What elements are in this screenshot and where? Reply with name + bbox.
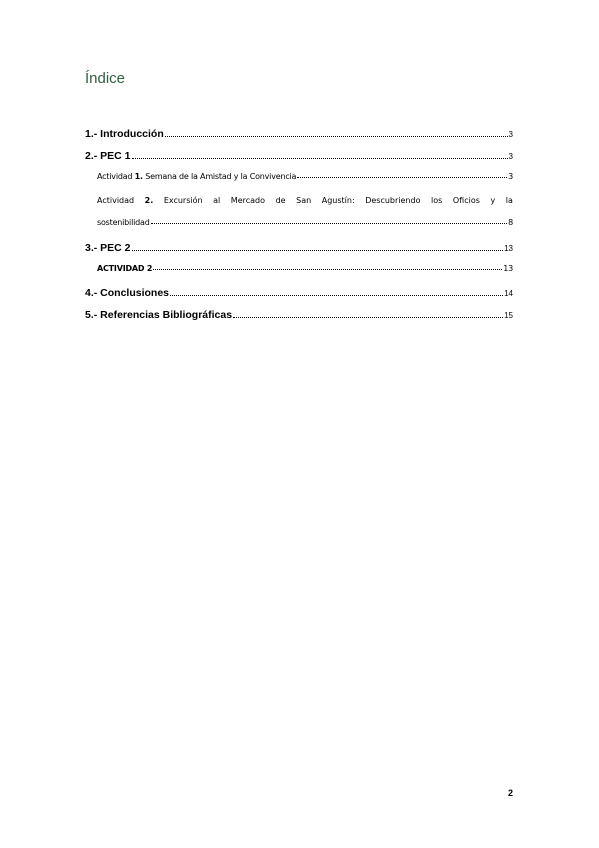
page-number: 2 [508,788,514,798]
toc-word: 2. [144,196,154,205]
toc-leader [151,222,508,224]
toc-entry-pec2[interactable] [85,242,513,254]
toc-label-prefix: Actividad [97,172,135,181]
toc-word: San [296,196,312,205]
toc-leader [153,268,502,270]
toc-word: Mercado [230,196,266,205]
toc-entry-label: 5.- Referencias Bibliográficas [85,309,233,321]
toc-entry-label: 2.- PEC 1 [85,150,131,162]
toc-word: los [431,196,443,205]
toc-entry-label: 1.- Introducción [85,128,164,140]
toc-entry-actividad-2-line1[interactable] [97,196,513,205]
toc-entry-actividad-1[interactable] [97,172,513,181]
toc-entry-conclusiones[interactable] [85,287,513,299]
toc-word: la [505,196,513,205]
toc-page-number: 14 [504,289,513,298]
toc-word: de [275,196,286,205]
toc-title: Índice [85,70,126,87]
toc-leader [132,249,504,251]
toc-entry-label [97,172,296,181]
toc-label-rest: Semana de la Amistad y la Convivencia [142,172,297,181]
toc-word: y [490,196,496,205]
toc-page-number: 8 [508,218,513,227]
toc-leader [132,157,508,159]
toc-leader [165,135,508,137]
toc-page-number: 13 [503,264,513,273]
toc-label-bold: 1. [134,172,143,181]
toc-leader [297,176,507,178]
toc-page-number: 3 [508,130,513,139]
toc-word: Agustín: [321,196,355,205]
toc-entry-label: sostenibilidad [97,218,150,227]
toc-word: Oficios [452,196,480,205]
toc-word: Excursión [163,196,203,205]
toc-page-number: 13 [504,244,513,253]
toc-entry-pec1[interactable] [85,150,513,162]
toc-entry-label: 3.- PEC 2 [85,242,131,254]
toc-page-number: 3 [508,172,513,181]
toc-word: al [213,196,221,205]
toc-page-number: 3 [508,152,513,161]
toc-word: Actividad [97,196,135,205]
toc-entry-actividad-2-pec2[interactable] [97,264,513,273]
toc-entry-label: 4.- Conclusiones [85,287,170,299]
toc-entry-actividad-2-line2[interactable] [97,218,513,227]
toc-entry-introduccion[interactable] [85,128,513,140]
toc-leader [170,294,503,296]
toc-page-number: 15 [504,311,513,320]
toc-leader [233,316,503,318]
toc-entry-label: ACTIVIDAD 2 [97,264,153,273]
toc-entry-referencias[interactable] [85,309,513,321]
toc-word: Descubriendo [365,196,421,205]
